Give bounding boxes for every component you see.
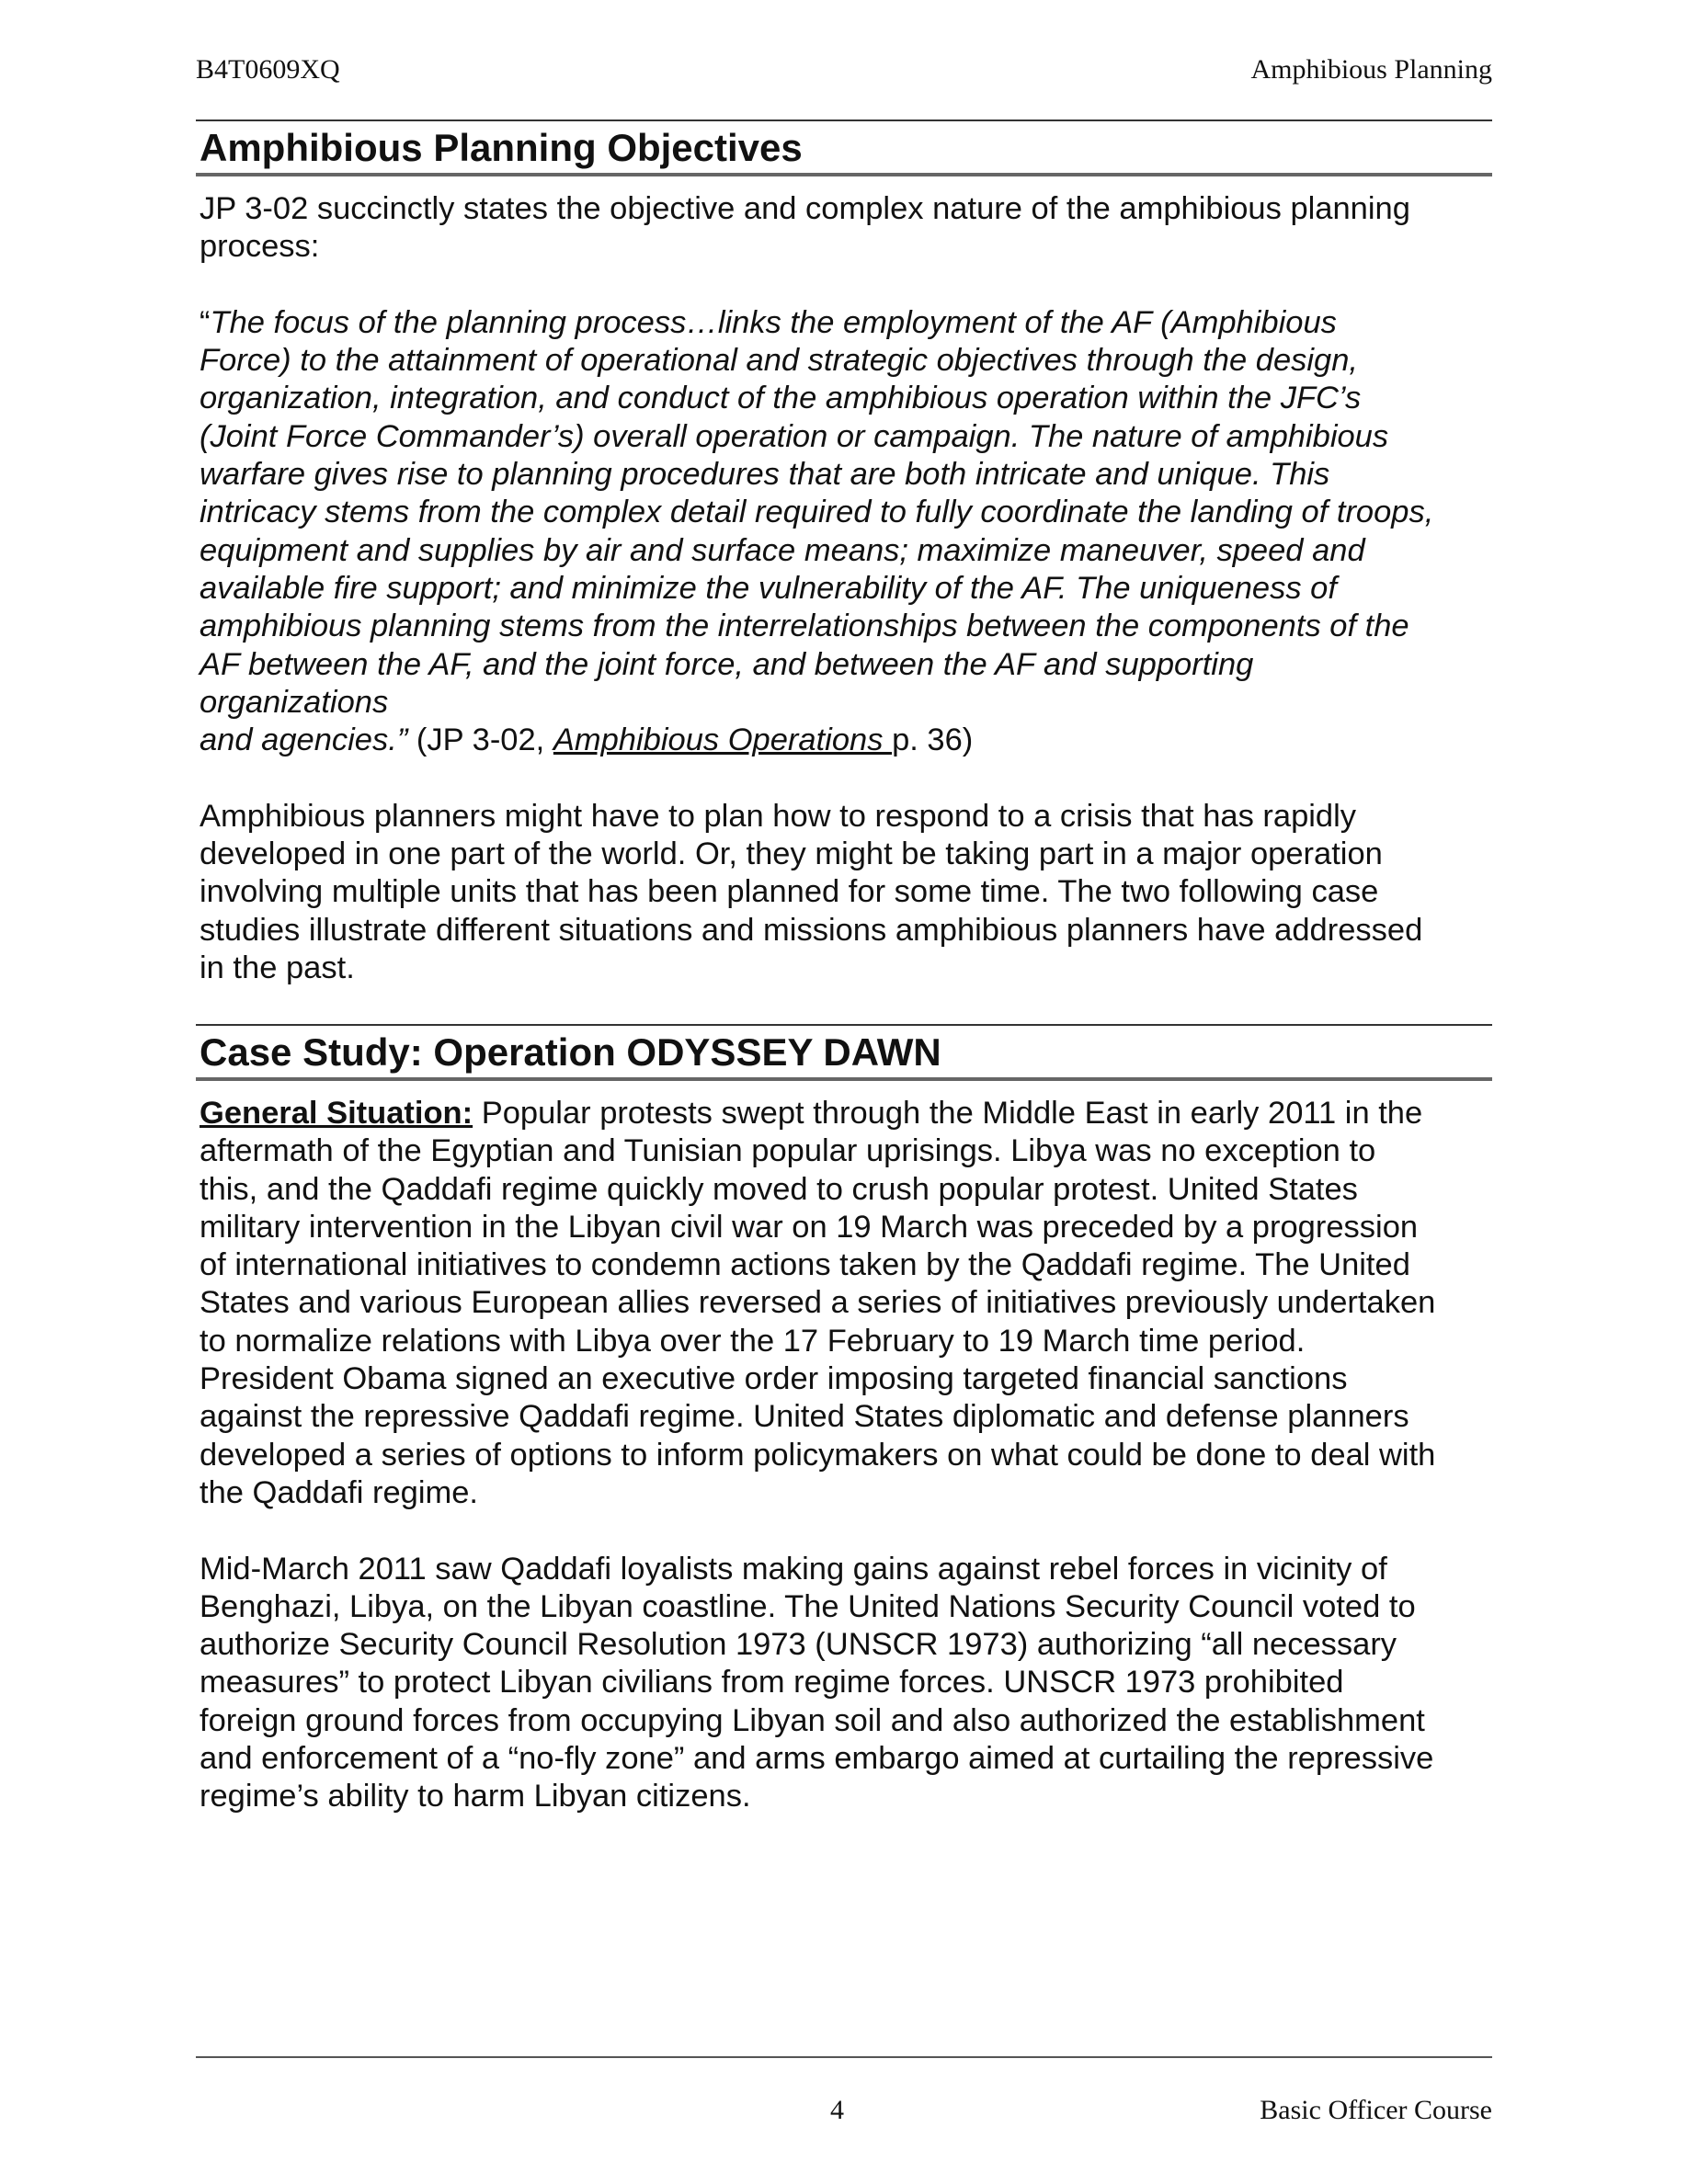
intro-line: JP 3-02 succinctly states the objective and complex nature of the amphibious planning (200, 191, 1410, 226)
quote-line: amphibious planning stems from the interrelationships between the components of the (200, 609, 1409, 644)
citation-suffix: p. 36) (892, 722, 974, 758)
quote-line: intricacy stems from the complex detail required to fully coordinate the landing of troops, (200, 495, 1434, 530)
section-body-case-study (200, 1095, 1487, 1816)
paragraph-line: the Qaddafi regime. (200, 1474, 479, 1510)
situation-text: Popular protests swept through the Middle East in early 2011 in the (473, 1096, 1423, 1131)
document-page (196, 0, 1492, 2184)
paragraph-line: and enforcement of a “no-fly zone” and arms embargo aimed at curtailing the repressive (200, 1741, 1434, 1777)
citation-prefix: (JP 3-02, (407, 722, 553, 758)
quote-line: (Joint Force Commander’s) overall operation or campaign. The nature of amphibious (200, 418, 1389, 454)
running-header (196, 51, 1492, 88)
quote-line: warfare gives rise to planning procedures that are both intricate and unique. This (200, 457, 1330, 493)
paragraph-line: this, and the Qaddafi regime quickly moved to crush popular protest. United States (200, 1171, 1358, 1207)
footer-divider (196, 2056, 1492, 2058)
paragraph-line: Amphibious planners might have to plan how to respond to a crisis that has rapidly (200, 798, 1357, 834)
document-code: B4T0609XQ (196, 54, 340, 85)
section-heading-case-study: Case Study: Operation ODYSSEY DAWN (196, 1024, 1492, 1081)
paragraph-line: developed in one part of the world. Or, they might be taking part in a major operation (200, 836, 1383, 872)
running-footer (196, 2092, 1492, 2129)
quote-citation-line (200, 722, 1487, 759)
paragraph-line: to normalize relations with Libya over the 17 February to 19 March time period. (200, 1323, 1306, 1359)
paragraph-line: in the past. (200, 950, 355, 985)
paragraph-line: military intervention in the Libyan civil war on 19 March was preceded by a progression (200, 1209, 1419, 1245)
section-heading-objectives: Amphibious Planning Objectives (196, 119, 1492, 176)
quote-line (200, 304, 1487, 342)
paragraph-line: developed a series of options to inform policymakers on what could be done to deal with (200, 1437, 1436, 1473)
section-body-objectives (200, 190, 1487, 987)
quote-text: The focus of the planning process…links the employment of the AF (Amphibious (210, 304, 1337, 340)
page-number: 4 (830, 2095, 844, 2125)
paragraph-line: Benghazi, Libya, on the Libyan coastline. The United Nations Security Council voted to (200, 1588, 1416, 1624)
quote-last-words: and agencies.” (200, 722, 408, 758)
paragraph-line: Mid-March 2011 saw Qaddafi loyalists making gains against rebel forces in vicinity of (200, 1551, 1387, 1587)
paragraph-line: authorize Security Council Resolution 1973 (UNSCR 1973) authorizing “all necessary (200, 1627, 1397, 1663)
quote-line: Force) to the attainment of operational and strategic objectives through the design, (200, 343, 1359, 379)
citation-title: Amphibious Operations (553, 722, 893, 758)
quote-line: organization, integration, and conduct of the amphibious operation within the JFC’s (200, 381, 1362, 416)
paragraph-line: of international initiatives to condemn actions taken by the Qaddafi regime. The United (200, 1247, 1410, 1283)
paragraph-line: foreign ground forces from occupying Libyan soil and also authorized the establishment (200, 1702, 1425, 1738)
paragraph-line: involving multiple units that has been planned for some time. The two following case (200, 874, 1379, 910)
quote-line: organizations (200, 684, 389, 720)
paragraph-line: measures” to protect Libyan civilians from regime forces. UNSCR 1973 prohibited (200, 1665, 1344, 1701)
quote-line: AF between the AF, and the joint force, and between the AF and supporting (200, 646, 1254, 682)
paragraph-line: regime’s ability to harm Libyan citizens. (200, 1779, 751, 1814)
course-name: Basic Officer Course (1260, 2095, 1492, 2125)
situation-label: General Situation: (200, 1096, 473, 1131)
situation-line (200, 1095, 1487, 1132)
paragraph-line: aftermath of the Egyptian and Tunisian popular uprisings. Libya was no exception to (200, 1133, 1376, 1169)
header-title: Amphibious Planning (1250, 54, 1492, 85)
paragraph-line: President Obama signed an executive order imposing targeted financial sanctions (200, 1361, 1348, 1397)
paragraph-line: against the repressive Qaddafi regime. United States diplomatic and defense planners (200, 1399, 1409, 1435)
paragraph-line: studies illustrate different situations and missions amphibious planners have addressed (200, 912, 1423, 948)
quote-line: equipment and supplies by air and surface means; maximize maneuver, speed and (200, 532, 1365, 568)
quote-open-mark: “ (200, 304, 211, 340)
intro-line: process: (200, 229, 320, 265)
paragraph-line: States and various European allies reversed a series of initiatives previously undertaken (200, 1285, 1436, 1321)
quote-line: available fire support; and minimize the vulnerability of the AF. The uniqueness of (200, 570, 1337, 606)
